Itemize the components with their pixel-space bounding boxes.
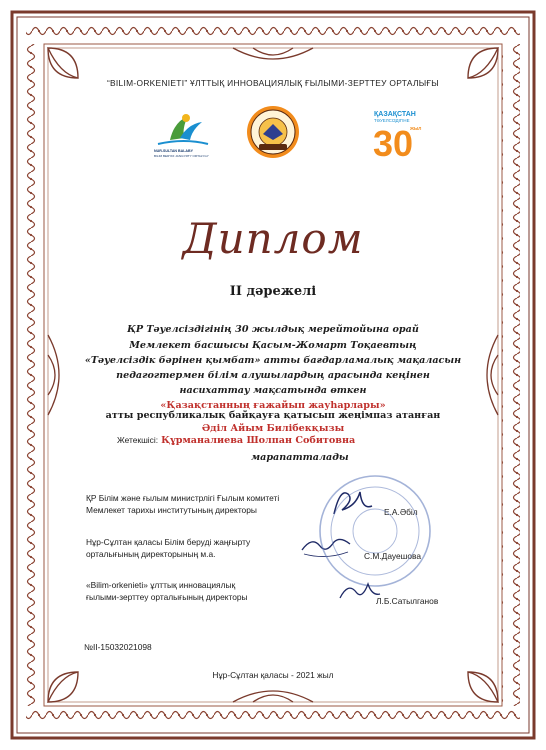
signer-2-title-line1: Нұр-Сұлтан қаласы Білім беруді жаңғырту (86, 537, 251, 547)
logo-right-number: 30 (373, 123, 414, 162)
signer-3-title-line1: «Bilim-orkenieti» ұлттық инновациялық (86, 580, 236, 590)
body-line: «Тәуелсіздік бәрінен қымбат» атты бағдарламалық мақаласын (84, 355, 462, 366)
city-year: Нұр-Сұлтан қаласы - 2021 жыл (212, 670, 334, 680)
diploma-title: Диплом (182, 214, 364, 263)
body-line: педагогтермен білім алушылардың арасында кеңінен (116, 370, 430, 381)
awarded-text: марапатталады (251, 452, 349, 463)
registration-number: №II-15032021098 (84, 642, 152, 652)
organization-header: “BILIM-ORKENIETI” ҰЛТТЫҚ ИННОВАЦИЯЛЫҚ ҒЫЛЫМИ-ЗЕРТТЕУ ОРТАЛЫҒЫ (106, 78, 440, 88)
logo-right-text-1: ҚАЗАҚСТАН (374, 111, 416, 118)
signer-2-name: С.М.Дауешова (364, 551, 422, 561)
body-line: насихаттау мақсатында өткен (179, 385, 367, 396)
signer-2-title-line2: орталығының директорының м.а. (86, 549, 216, 559)
body-line: атты республикалық байқауға қатысып жеңімпаз атанған (105, 410, 441, 421)
leader-label: Жетекшісі: (117, 435, 159, 445)
leader-line (117, 435, 355, 446)
logo-left-text-1: NUR-SULTAN BALABY (154, 149, 193, 153)
winner-name: Әділ Айым Билібекқызы (201, 423, 345, 434)
logo-right-text-2: ТӘУЕЛСІЗДІГІНЕ (374, 118, 410, 123)
official-stamp (316, 466, 434, 596)
competition-name: «Қазақстанның ғажайып жауһарлары» (160, 400, 386, 411)
logo-left-text-2: BILIM BERYDI JANGYRTY ORTALYGY (154, 154, 209, 158)
signer-3-name: Л.Б.Сатылганов (376, 596, 439, 606)
signer-1-name: Е.А.Әбіл (384, 507, 418, 517)
body-line: ҚР Тәуелсіздігінің 30 жылдық мерейтойына орай (127, 324, 419, 335)
signature-3-image (336, 578, 384, 606)
body-line: Мемлекет басшысы Қасым-Жомарт Тоқаевтың (129, 340, 417, 351)
signer-1-title-line1: ҚР Білім және ғылым министрлігі Ғылым комитеті (86, 493, 280, 503)
kazakhstan-30-logo (372, 108, 422, 162)
logo-right-suffix: ЖЫЛ (410, 126, 422, 131)
bilim-center-logo (150, 108, 216, 160)
signer-1-title-line2: Мемлекет тарихы институтының директоры (86, 505, 257, 515)
bilim-orkenieti-seal (245, 104, 301, 160)
signer-3-title-line2: ғылыми-зерттеу орталығының директоры (86, 592, 248, 602)
leader-name: Құрманалиева Шолпан Собитовна (161, 435, 356, 446)
degree-label: II дәрежелі (229, 284, 317, 299)
